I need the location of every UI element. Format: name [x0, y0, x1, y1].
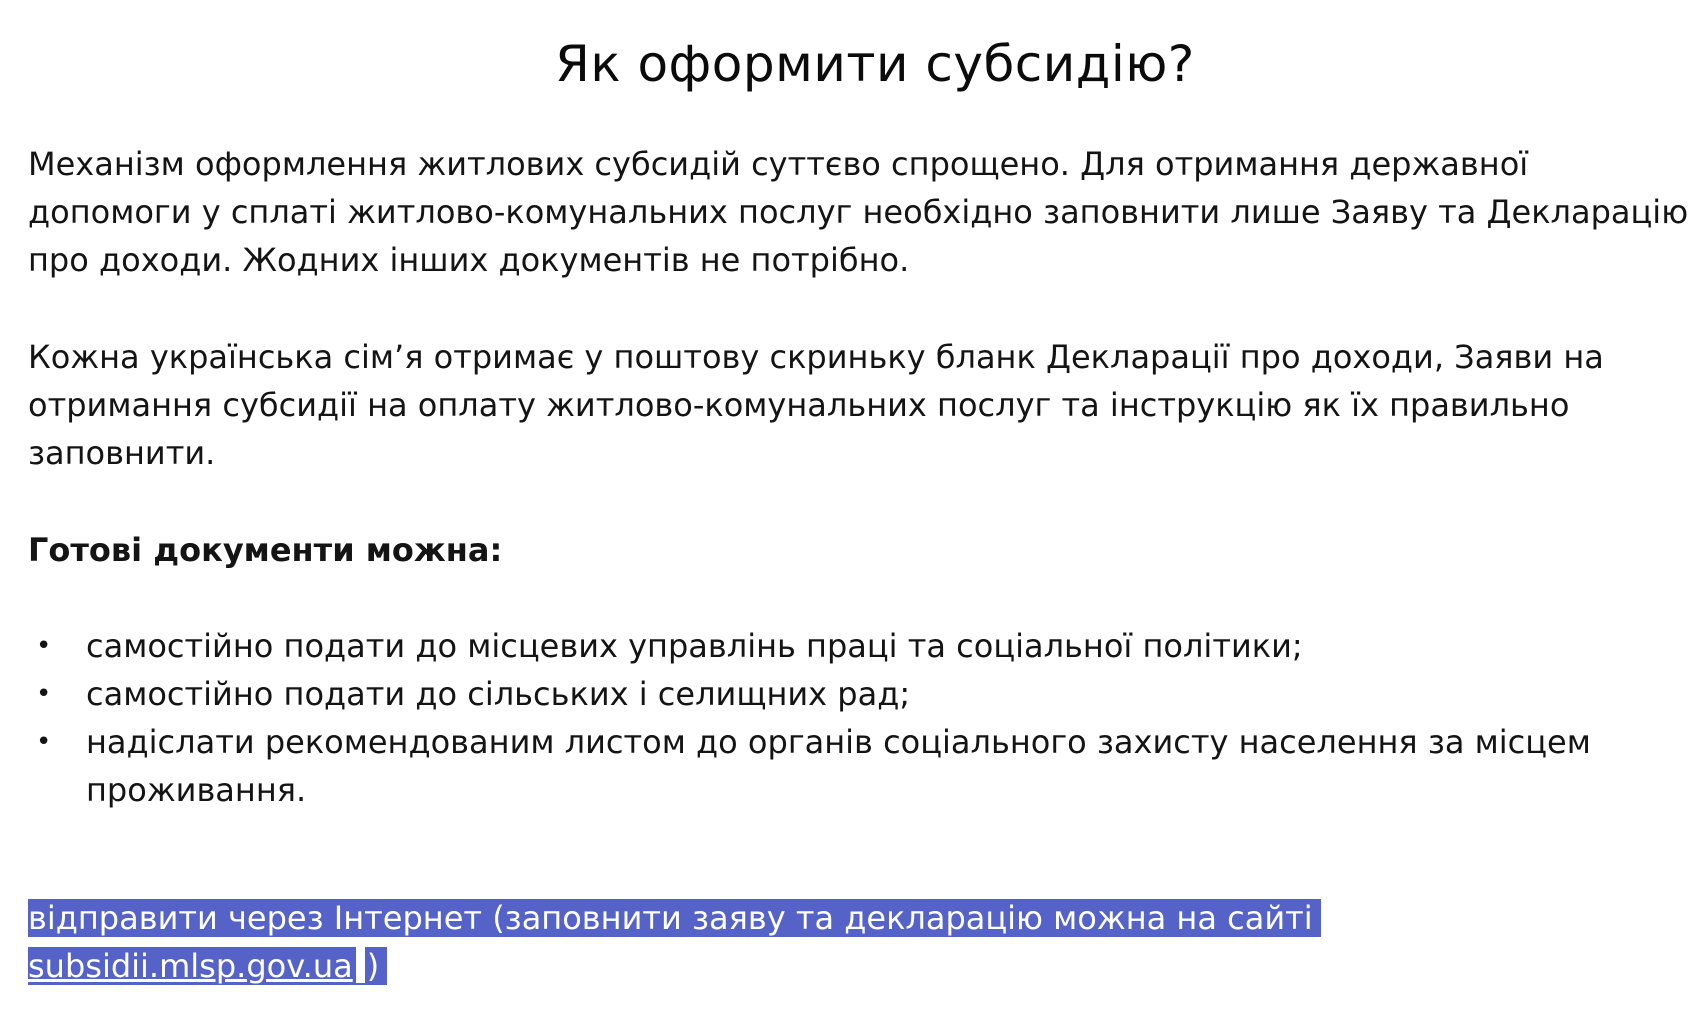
list-item: [28, 718, 1695, 814]
closing-paren: ): [366, 947, 380, 985]
text-cursor: [356, 945, 365, 983]
submission-options-list: [28, 622, 1695, 814]
bullet-icon: •: [36, 679, 52, 709]
bullet-icon: •: [36, 631, 52, 661]
list-item: [28, 622, 1695, 670]
intro-paragraph: Механізм оформлення житлових субсидій суттєво спрощено. Для отримання державної допомоги у сплаті житлово-комунальних послуг необхідно заповнити лише Заяву та Декларацію про доходи. Жодних інших документів не потрібно.: [28, 145, 1689, 279]
bullet-icon: •: [36, 727, 52, 757]
page-title: Як оформити субсидію?: [555, 35, 1195, 93]
internet-option-text: відправити через Інтернет (заповнити заяву та декларацію можна на сайті: [28, 899, 1313, 937]
mail-paragraph: Кожна українська сім’я отримає у поштову скриньку бланк Декларації про доходи, Заяви на отримання субсидії на оплату житлово-комунальних послуг та інструкцію як їх правильно заповнити.: [28, 338, 1604, 472]
ready-documents-heading: Готові документи можна:: [28, 531, 503, 569]
list-item-text: самостійно подати до сільських і селищних рад;: [86, 675, 911, 713]
list-item-text: самостійно подати до місцевих управлінь праці та соціальної політики;: [86, 627, 1303, 665]
list-item: [28, 670, 1695, 718]
selected-text[interactable]: [28, 899, 1321, 985]
subsidy-site-link[interactable]: subsidii.mlsp.gov.ua: [28, 947, 353, 985]
list-item-text: надіслати рекомендованим листом до органів соціального захисту населення за місцем проживання.: [86, 723, 1591, 809]
selected-text-block[interactable]: [28, 894, 1428, 990]
